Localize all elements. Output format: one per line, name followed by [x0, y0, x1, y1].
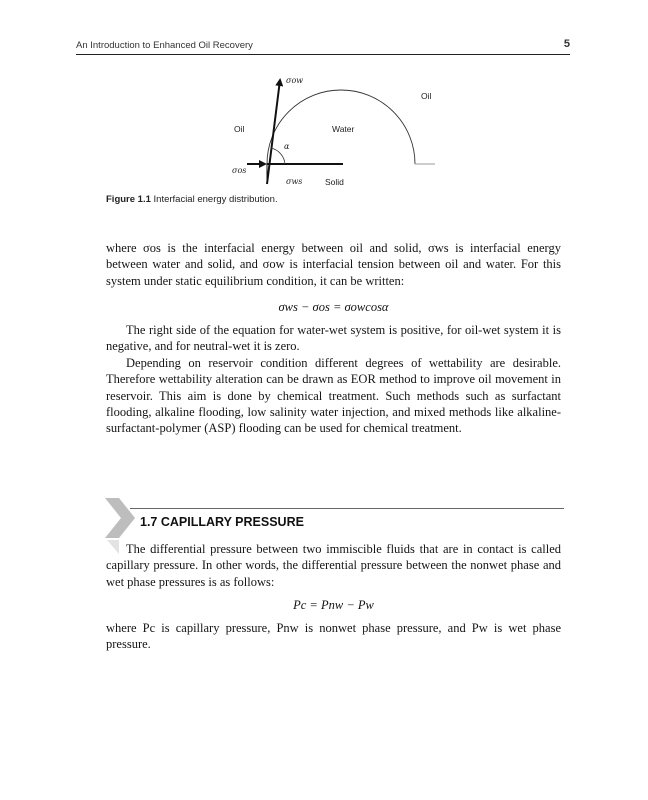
- equation-young: σws − σos = σowcosα: [278, 300, 389, 314]
- paragraph-2: The right side of the equation for water-wet system is positive, for oil-wet system it is negative, and for neutral-wet it is zero.: [106, 323, 561, 354]
- running-header: [76, 38, 570, 55]
- label-solid: Solid: [325, 177, 344, 187]
- paragraph-3: Depending on reservoir condition different degrees of wettability are desirable. Therefore wettability alteration can be drawn as EOR method to improve oil movement in reservoir. This aim is done by chemical treatment. Such methods such as surfactant flooding, alkaline flooding, low salinity water injection, and mixed methods like alkaline-surfactant-polymer (ASP) flooding can be used for chemical treatment.: [106, 355, 561, 436]
- paragraph-1: where σos is the interfacial energy between oil and solid, σws is interfacial energy between water and solid, and σow is interfacial tension between oil and water. For this system under static equilibrium condition, it can be written:: [106, 241, 561, 288]
- section-paragraph-block: [106, 541, 561, 590]
- paragraph-definitions: [106, 240, 561, 289]
- section-paragraph-2: where Pc is capillary pressure, Pnw is nonwet phase pressure, and Pw is wet phase pressure.: [106, 621, 561, 652]
- label-sigma-ws: σws: [286, 177, 303, 186]
- section-paragraph-block-2: [106, 620, 561, 653]
- section-title: 1.7 CAPILLARY PRESSURE: [140, 515, 304, 529]
- label-sigma-ow: σow: [286, 76, 304, 85]
- equation-capillary: Pc = Pnw − Pw: [293, 598, 374, 612]
- caption-number: Figure 1.1: [106, 194, 151, 205]
- label-alpha: α: [284, 142, 290, 151]
- section-paragraph-1: The differential pressure between two immiscible fluids that are in contact is called capillary pressure. In other words, the differential pressure between the nonwet phase and wet phase pressures is as follows:: [106, 542, 561, 589]
- book-title: An Introduction to Enhanced Oil Recovery: [76, 40, 253, 51]
- figure-interfacial-energy: [225, 68, 440, 193]
- section-rule: [130, 508, 564, 509]
- figure-caption: [106, 194, 278, 205]
- page-number: 5: [563, 38, 570, 50]
- figure-diagram: [225, 68, 440, 193]
- label-sigma-os: σos: [232, 166, 247, 175]
- label-oil-right: Oil: [421, 91, 432, 101]
- label-water: Water: [332, 124, 355, 134]
- alpha-arc: [271, 148, 285, 164]
- paragraph-block-2: [106, 322, 561, 437]
- sigma-ow-vector: [267, 80, 280, 184]
- caption-text: Interfacial energy distribution.: [153, 194, 278, 205]
- label-oil-left: Oil: [234, 124, 245, 134]
